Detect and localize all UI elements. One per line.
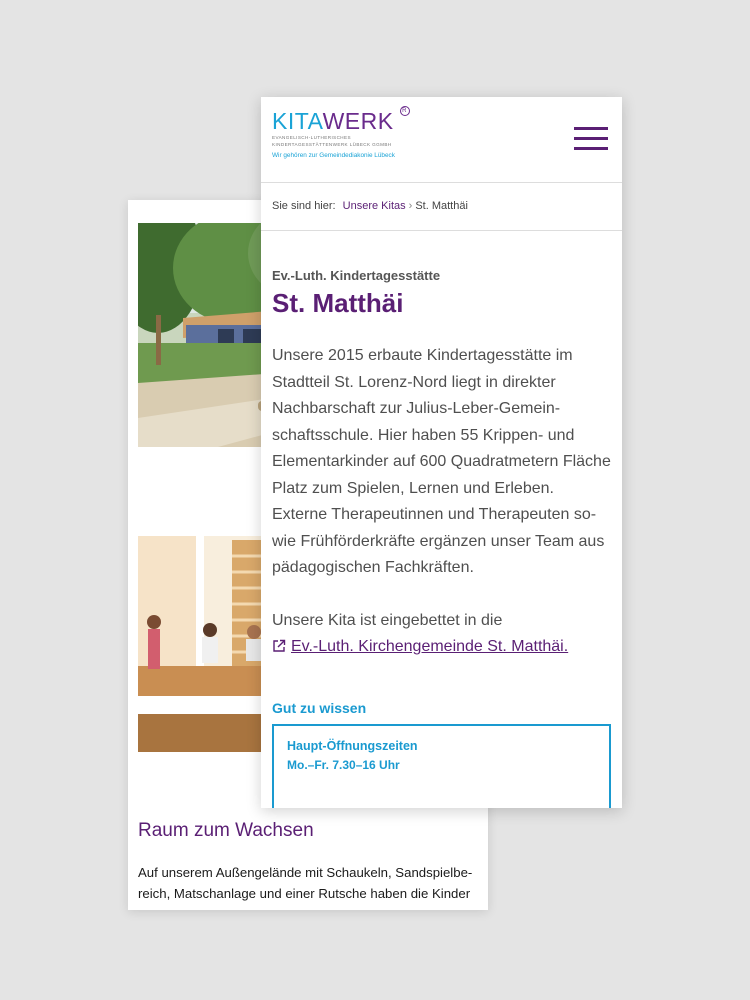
external-link-icon <box>272 639 286 653</box>
section-heading: Raum zum Wachsen <box>138 820 314 841</box>
logo-subline-2: KINDERTAGESSTÄTTENWERK LÜBECK GGMBH <box>272 142 392 147</box>
page-kicker: Ev.-Luth. Kindertagesstätte <box>272 268 441 283</box>
kitawerk-logo[interactable] <box>272 109 412 159</box>
embed-text: Unsere Kita ist eingebettet in die <box>272 611 503 629</box>
menu-bar <box>574 137 608 140</box>
breadcrumb <box>261 183 622 231</box>
logo-subline-1: EVANGELISCH-LUTHERISCHES <box>272 135 351 140</box>
opening-hours-title: Haupt-Öffnungszeiten <box>287 738 418 753</box>
section-paragraph: Auf unserem Außengelände mit Schaukeln, Sandspielbereich, Matschanlage und einer Rutsche haben die Kinder <box>138 865 473 901</box>
breadcrumb-label: Sie sind hier: <box>272 200 336 212</box>
embed-paragraph <box>272 608 611 661</box>
breadcrumb-link-unsere-kitas[interactable]: Unsere Kitas <box>342 200 406 212</box>
main-content <box>261 268 622 808</box>
logo-tagline: Wir gehören zur Gemeindediakonie Lübeck <box>272 152 395 159</box>
logo-wordmark <box>272 108 407 134</box>
page-title: St. Matthäi <box>272 288 404 318</box>
menu-bar <box>574 147 608 150</box>
breadcrumb-current: St. Matthäi <box>415 200 468 212</box>
menu-bar <box>574 127 608 130</box>
site-header <box>261 97 622 183</box>
church-parish-link[interactable] <box>272 638 568 655</box>
opening-hours-value: Mo.–Fr. 7.30–16 Uhr <box>287 757 400 772</box>
info-heading: Gut zu wissen <box>272 699 367 716</box>
registered-mark-icon: R <box>400 106 410 116</box>
breadcrumb-separator: › <box>408 200 413 212</box>
church-parish-link-label: Ev.-Luth. Kirchengemeinde St. Matthäi. <box>291 638 569 655</box>
mobile-page <box>261 97 622 808</box>
intro-paragraph: Unsere 2015 erbaute Kindertagesstätte im Stadtteil St. Lorenz-Nord liegt in direkter Nachbarschaft zur Julius-Leber-Gemeinschaftsschule. Hier haben 55 Krippen- und Elementarkinder auf 600 Quadratmetern Fläche Platz zum Spielen, Lernen und Erleben. Externe Therapeutinnen und Therapeuten sowie Frühförderkräfte ergänzen unser Team aus pädagogischen Fachkräften. <box>272 347 611 576</box>
logo-werk-text: WERK <box>322 108 394 134</box>
logo-kita-text: KITA <box>272 108 323 134</box>
opening-hours-box <box>272 724 611 809</box>
hamburger-menu-icon[interactable] <box>574 127 608 151</box>
